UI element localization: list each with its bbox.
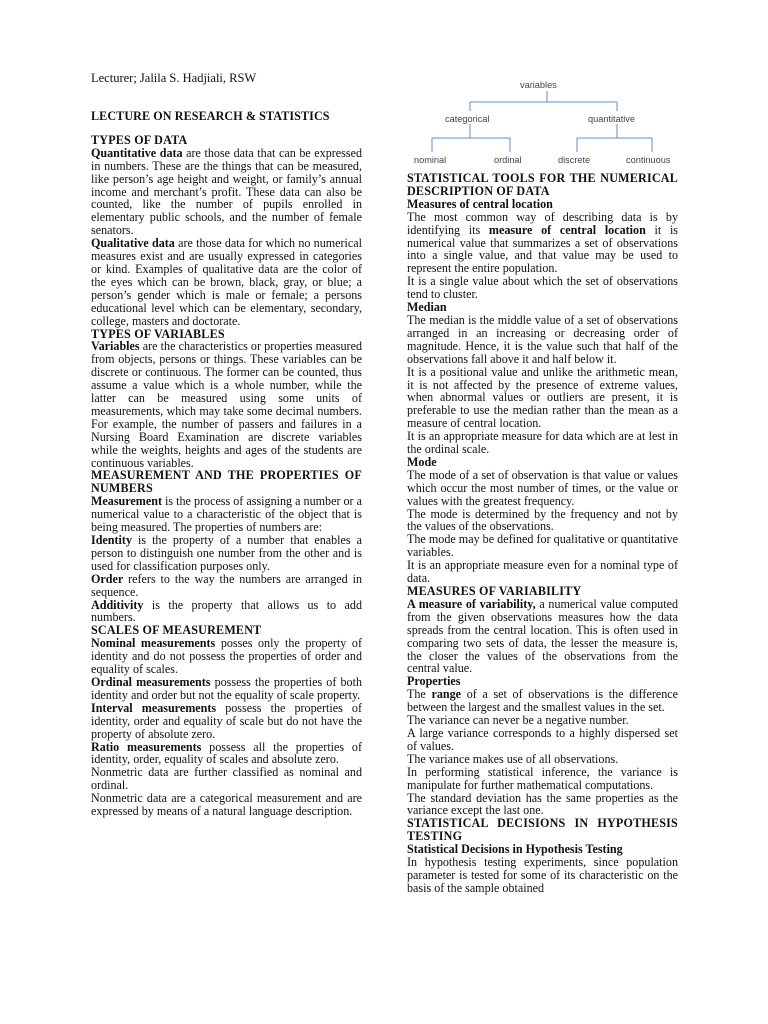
document-title: LECTURE ON RESEARCH & STATISTICS	[91, 109, 330, 123]
paragraph-central-2: It is a single value about which the set of observations tend to cluster.	[407, 274, 678, 302]
paragraph-interval	[91, 702, 362, 741]
paragraph-mode-1: The mode of a set of observation is that value or values which occur the most number of times, or the value or values with the greatest frequency.	[407, 467, 678, 508]
term-quantitative: Quantitative data	[91, 145, 183, 160]
paragraph-property-2: A large variance corresponds to a highly dispersed set of values.	[407, 725, 678, 753]
subheading-mode: Mode	[407, 454, 437, 469]
text-range-pre: The	[407, 687, 432, 702]
paragraph-median-1: The median is the middle value of a set of observations arranged in an increasing or decreasing order of magnitude. Hence, it is the value such that half of the observations fall above it and half below it.	[407, 312, 678, 366]
term-order: Order	[91, 571, 124, 586]
term-variables: Variables	[91, 339, 140, 354]
paragraph-property-1: The variance can never be a negative number.	[407, 713, 629, 728]
term-variability: A measure of variability,	[407, 596, 536, 611]
heading-scales: SCALES OF MEASUREMENT	[91, 623, 262, 638]
paragraph-measurement	[91, 495, 362, 534]
paragraph-variables	[91, 340, 362, 469]
paragraph-nominal	[91, 637, 362, 676]
diagram-quantitative-label: quantitative	[588, 114, 635, 124]
paragraph-quantitative	[91, 147, 362, 237]
left-column	[91, 110, 362, 818]
text-variables: are the characteristics or properties measured from objects, persons or things. These variables can be discrete or continuous. The former can be counted, thus assume a value which is a whole number, while the latter can be measured using some units of measurements, which may take some decimal numbers. For example, the number of passers and failures in a Nursing Board Examination are discrete variables while the weights, heights and ages of the students are continuous variables.	[91, 339, 362, 470]
term-qualitative: Qualitative data	[91, 236, 175, 251]
heading-decisions: STATISTICAL DECISIONS IN HYPOTHESIS TESTING	[407, 816, 678, 844]
diagram-categorical-label: categorical	[445, 114, 490, 124]
term-central-location: measure of central location	[488, 222, 646, 237]
term-ordinal: Ordinal measurements	[91, 674, 211, 689]
subheading-median: Median	[407, 300, 447, 315]
text-ratio: possess all the properties of identity, order, equality of scales and absolute zero.	[91, 739, 363, 767]
text-quantitative: are those data that can be expressed in numbers. These are the things that can be measured, like person’s age height and weight, or family’s annual income and merchant’s profit. These data can also be counted, like the number of pupils enrolled in elementary public schools, and the number of female senators.	[91, 145, 362, 238]
paragraph-median-3: It is an appropriate measure for data which are at lest in the ordinal scale.	[407, 429, 678, 457]
text-measurement: is the process of assigning a number or a numerical value to a characteristic of the object that is being measured. The properties of numbers are:	[91, 494, 362, 535]
paragraph-range	[407, 688, 678, 714]
term-identity: Identity	[91, 533, 132, 547]
diagram-discrete-label: discrete	[558, 155, 591, 165]
heading-measurement: MEASUREMENT AND THE PROPERTIES OF NUMBERS	[91, 468, 362, 496]
term-ratio: Ratio measurements	[91, 739, 202, 754]
paragraph-qualitative	[91, 237, 362, 327]
subheading-central-location: Measures of central location	[407, 196, 553, 211]
heading-statistical-tools: STATISTICAL TOOLS FOR THE NUMERICAL DESCRIPTION OF DATA	[407, 171, 678, 198]
paragraph-ordinal	[91, 676, 362, 702]
paragraph-nonmetric-1: Nonmetric data are further classified as nominal and ordinal.	[91, 765, 362, 793]
term-measurement: Measurement	[91, 494, 162, 509]
term-nominal: Nominal measurements	[91, 636, 216, 651]
text-additivity: is the property that allows us to add numbers.	[91, 597, 362, 625]
lecturer-name: Lecturer; Jalila S. Hadjiali, RSW	[91, 71, 257, 85]
paragraph-property-5: The standard deviation has the same properties as the variance except the last one.	[407, 790, 678, 818]
paragraph-identity	[91, 534, 362, 573]
paragraph-mode-4: It is an appropriate measure even for a nominal type of data.	[407, 558, 678, 586]
diagram-ordinal-label: ordinal	[494, 155, 522, 165]
variables-diagram	[412, 76, 682, 168]
diagram-continuous-label: continuous	[626, 155, 671, 165]
heading-types-of-data: TYPES OF DATA	[91, 132, 188, 147]
paragraph-central-1	[407, 211, 678, 276]
text-qualitative: are those data for which no numerical measures exist and are usually expressed in categories or kind. Examples of qualitative data are the color of the eyes which can be brown, black, gray, or blue; a person’s gender which is male or female; a persons educational level which can be elementary, secondary, college, masters and doctorate.	[91, 236, 362, 328]
paragraph-order	[91, 573, 362, 599]
subheading-properties: Properties	[407, 674, 461, 689]
paragraph-nonmetric-2: Nonmetric data are a categorical measurement and are expressed by means of a natural language description.	[91, 791, 362, 819]
paragraph-additivity	[91, 599, 362, 625]
diagram-root-label: variables	[520, 80, 557, 90]
paragraph-variability	[407, 598, 678, 675]
paragraph-median-2: It is a positional value and unlike the arithmetic mean, it is not affected by the presence of extreme values, when abnormal values or outliers are present, it is preferable to use the median rather than the mean as a measure of central location.	[407, 364, 678, 431]
paragraph-decisions: In hypothesis testing experiments, since population parameter is tested for some of its characteristic on the basis of the sample obtained	[407, 855, 678, 895]
text-order: refers to the way the numbers are arranged in sequence.	[91, 571, 362, 599]
right-column	[407, 172, 678, 895]
term-additivity: Additivity	[91, 597, 144, 612]
heading-variability: MEASURES OF VARIABILITY	[407, 584, 582, 598]
paragraph-ratio	[91, 741, 362, 767]
subheading-decisions: Statistical Decisions in Hypothesis Testing	[407, 842, 623, 857]
paragraph-property-3: The variance makes use of all observations.	[407, 751, 619, 766]
heading-types-of-variables: TYPES OF VARIABLES	[91, 326, 225, 341]
text-ordinal: possess the properties of both identity and order but not the equality of scale property.	[91, 674, 362, 702]
text-variability: a numerical value computed from the given observations measures how the data spreads from the central location. This is often used in comparing two sets of data, the lesser the measure is, the closer the values of the observations from the central value.	[407, 596, 678, 676]
text-range-post: of a set of observations is the difference between the largest and the smallest values in the set.	[407, 687, 678, 715]
text-interval: possess the properties of identity, order and equality of scale but do not have the property of absolute zero.	[91, 700, 362, 741]
paragraph-mode-2: The mode is determined by the frequency and not by the values of the observations.	[407, 506, 678, 534]
text-identity: is the property of a number that enables a person to distinguish one number from the other and is used for classification purposes only.	[91, 533, 362, 573]
diagram-nominal-label: nominal	[414, 155, 447, 165]
paragraph-property-4: In performing statistical inference, the variance is manipulate for further mathematical computations.	[407, 764, 678, 792]
term-interval: Interval measurements	[91, 700, 217, 715]
text-nominal: posses only the property of identity and do not possess the properties of order and equality of scales.	[91, 636, 362, 677]
term-range: range	[431, 687, 462, 702]
text-central-post: it is numerical value that summarizes a set of observations into a single value, and that value may be used to represent the entire population.	[407, 222, 679, 276]
text-central-pre: The most common way of describing data is by identifying its	[407, 209, 678, 237]
paragraph-mode-3: The mode may be defined for qualitative or quantitative variables.	[407, 532, 678, 560]
